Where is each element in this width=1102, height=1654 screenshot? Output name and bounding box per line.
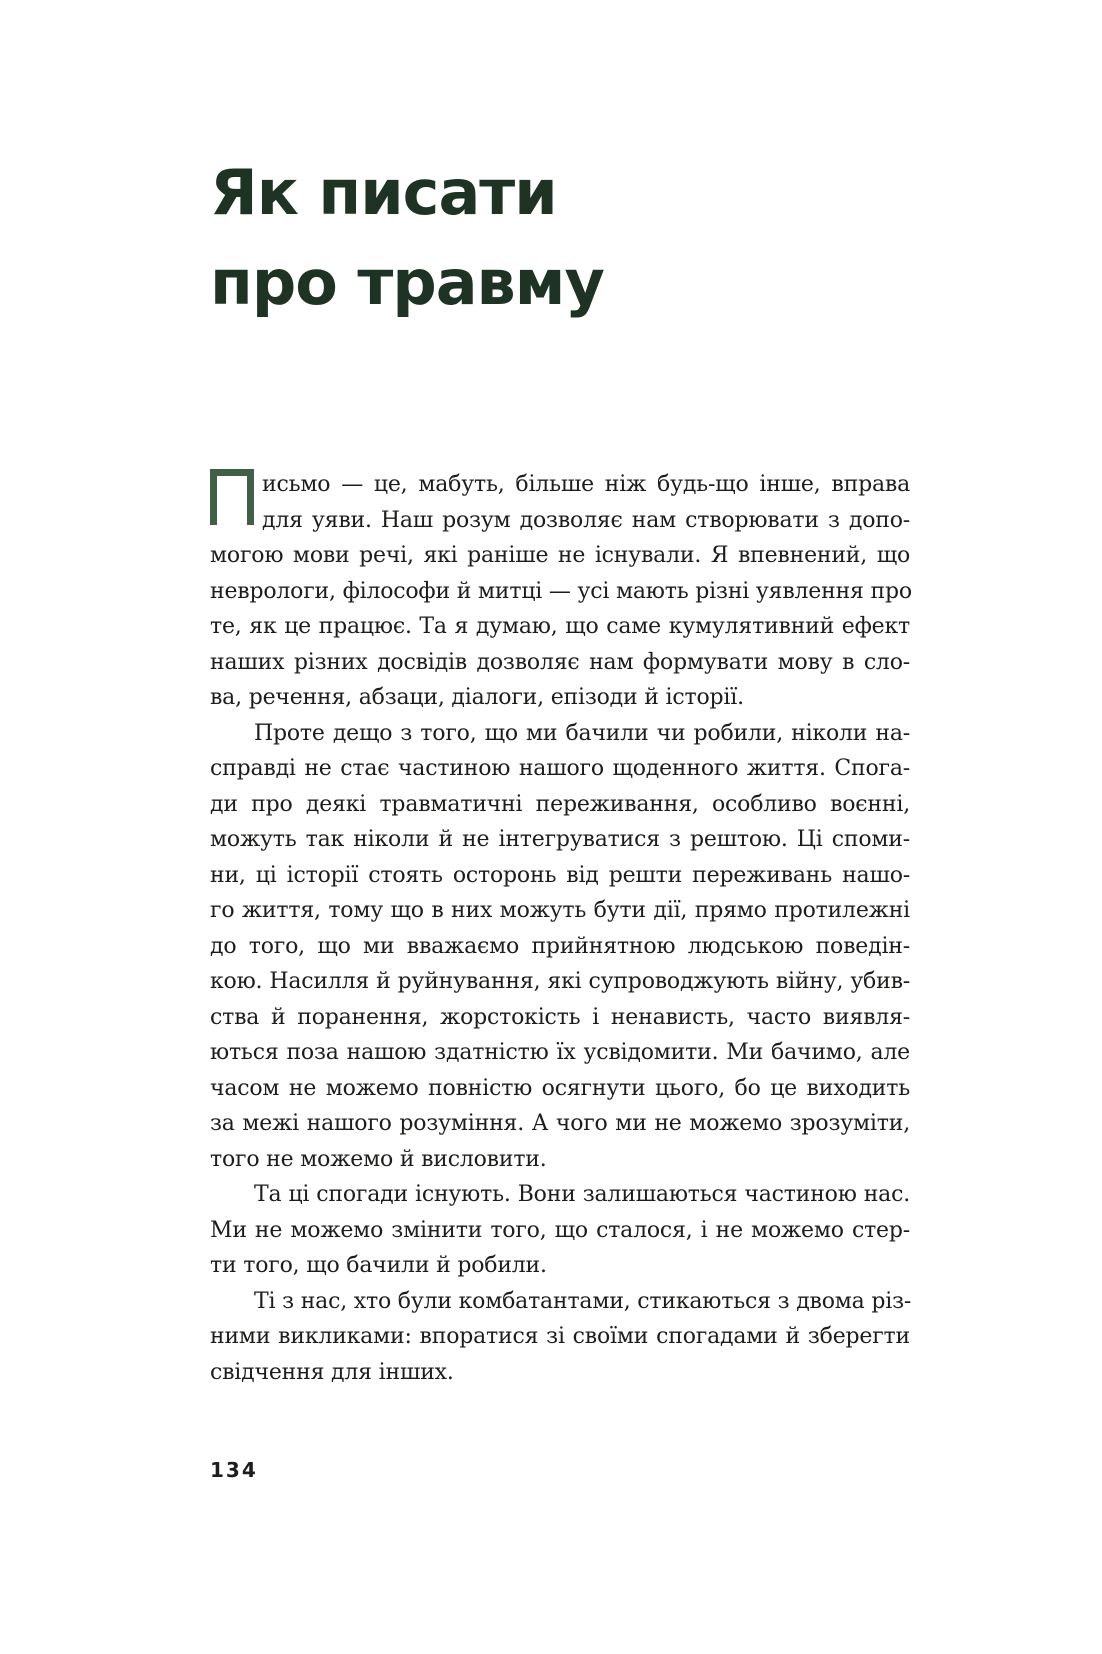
text-line: ни, ці історії стоять осторонь від решти переживань нашо-: [210, 862, 910, 888]
body-text: [210, 467, 910, 1390]
text-line: Ми не можемо змінити того, що сталося, і не можемо стер-: [210, 1217, 910, 1243]
text-line: часом не можемо повністю осягнути цього, бо це виходить: [210, 1075, 910, 1101]
text-line: неврологи, філософи й митці — усі мають різні уявлення про: [210, 578, 912, 604]
text-line: ти того, що бачили й робили.: [210, 1253, 547, 1278]
text-line: наших різних досвідів дозволяє нам формувати мову в сло-: [210, 649, 910, 675]
text-line: до того, що ми вважаємо прийнятною людською поведін-: [210, 933, 910, 959]
paragraph-2: [210, 716, 910, 1178]
text-line: исьмо — це, мабуть, більше ніж будь-що інше, вправа: [262, 472, 910, 497]
text-line: ва, речення, абзаци, діалоги, епізоди й історії.: [210, 685, 744, 710]
text-line: можуть так ніколи й не інтегруватися з рештою. Ці споми-: [210, 827, 910, 852]
text-line: Проте дещо з того, що ми бачили чи робили, ніколи на-: [254, 720, 910, 746]
text-line: могою мови речі, які раніше не існували. Я впевнений, що: [210, 543, 910, 568]
text-line: Та ці спогади існують. Вони залишаються частиною нас.: [254, 1182, 910, 1207]
text-line: справді не стає частиною нашого щоденного життя. Спога-: [210, 756, 910, 781]
text-line: те, як це працює. Та я думаю, що саме кумулятивний ефект: [210, 614, 910, 639]
text-line: ди про деякі травматичні переживання, особливо воєнні,: [210, 791, 910, 817]
text-line: для уяви. Наш розум дозволяє нам створювати з допо-: [262, 507, 910, 533]
text-line: ства й поранення, жорстокість і ненависть, часто виявля-: [210, 1004, 910, 1030]
text-line: ються поза нашою здатністю їх усвідомити. Ми бачимо, але: [210, 1040, 910, 1065]
text-line: ними викликами: впоратися зі своїми спогадами й зберегти: [210, 1324, 910, 1349]
text-line: Ті з нас, хто були комбатантами, стикаються з двома різ-: [254, 1288, 912, 1314]
chapter-title-line-1: Як писати: [210, 156, 557, 229]
paragraph-1: [210, 467, 910, 716]
chapter-title-line-2: про травму: [210, 246, 604, 319]
page-number: 134: [210, 1458, 258, 1482]
paragraph-3: [210, 1177, 910, 1284]
paragraph-4: [210, 1284, 910, 1391]
text-line: свідчення для інших.: [210, 1359, 454, 1385]
text-line: того не можемо й висловити.: [210, 1146, 547, 1172]
chapter-title: [210, 148, 970, 328]
dropcap-letter-pe: [210, 469, 254, 525]
text-line: за межі нашого розуміння. А чого ми не можемо зрозуміти,: [210, 1111, 910, 1136]
text-line: кою. Насилля й руйнування, які супроводжують війну, убив-: [210, 969, 910, 994]
text-line: го життя, тому що в них можуть бути дії, прямо протилежні: [210, 898, 910, 923]
